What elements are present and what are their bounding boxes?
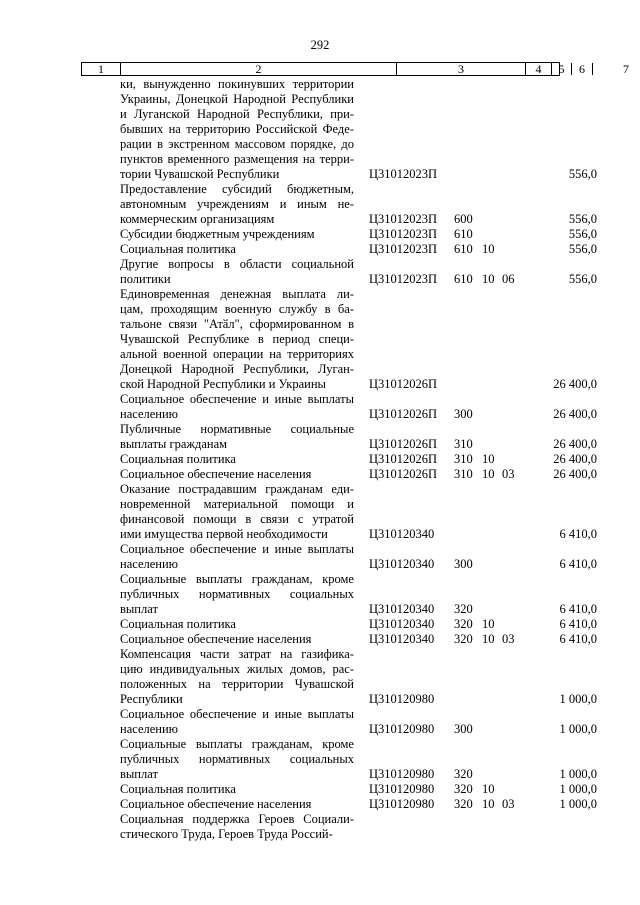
- table-row: [0, 467, 640, 482]
- header-col-4: 4: [526, 63, 552, 75]
- row-description: [120, 812, 354, 842]
- row-description: [120, 617, 354, 632]
- table-header: [81, 62, 629, 76]
- expense-type-cell: 610: [454, 242, 473, 256]
- row-description: [120, 452, 354, 467]
- section-cell: 10: [482, 617, 495, 631]
- table-row: [0, 797, 640, 812]
- description-line: Социальное обеспечение населения: [120, 797, 312, 811]
- subsection-cell: 03: [502, 467, 515, 481]
- amount-cell: 1 000,0: [559, 797, 597, 811]
- header-col-1: 1: [82, 63, 121, 75]
- target-code-cell: Ц310120340: [369, 557, 435, 571]
- row-description: [120, 182, 354, 227]
- description-line: положенных на территории Чувашской: [120, 677, 354, 691]
- target-code-cell: Ц31012026П: [369, 377, 438, 391]
- description-line: Компенсация части затрат на газифика-: [120, 647, 354, 661]
- target-code-cell: Ц310120980: [369, 767, 435, 781]
- description-line: Социальное обеспечение и иные выплаты: [120, 542, 354, 556]
- target-code-cell: Ц310120980: [369, 722, 435, 736]
- description-line: Донецкой Народной Республики, Луган-: [120, 362, 354, 376]
- target-code-cell: Ц31012026П: [369, 407, 438, 421]
- description-line: новременной материальной помощи и: [120, 497, 354, 511]
- amount-cell: 6 410,0: [559, 617, 597, 631]
- target-code-cell: Ц310120980: [369, 782, 435, 796]
- table-row: [0, 647, 640, 707]
- description-line: публичных нормативных социальных: [120, 587, 354, 601]
- description-line: Субсидии бюджетным учреждениям: [120, 227, 315, 241]
- target-code-cell: Ц31012023П: [369, 242, 438, 256]
- description-line: Социальные выплаты гражданам, кроме: [120, 572, 354, 586]
- amount-cell: 26 400,0: [553, 407, 597, 421]
- target-code-cell: Ц31012023П: [369, 167, 438, 181]
- amount-cell: 556,0: [568, 212, 597, 226]
- expense-type-cell: 320: [454, 782, 473, 796]
- description-line: стического Труда, Героев Труда Россий-: [120, 827, 333, 841]
- description-line: ими имущества первой необходимости: [120, 527, 328, 541]
- description-line: Украины, Донецкой Народной Республики: [120, 92, 354, 106]
- target-code-cell: Ц310120340: [369, 617, 435, 631]
- row-description: [120, 467, 354, 482]
- row-description: [120, 482, 354, 542]
- amount-cell: 26 400,0: [553, 452, 597, 466]
- description-line: Чувашской Республике в период специ-: [120, 332, 354, 346]
- row-description: [120, 632, 354, 647]
- amount-cell: 6 410,0: [559, 632, 597, 646]
- subsection-cell: 03: [502, 632, 515, 646]
- table-row: [0, 182, 640, 227]
- section-cell: 10: [482, 782, 495, 796]
- section-cell: 10: [482, 467, 495, 481]
- amount-cell: 1 000,0: [559, 767, 597, 781]
- amount-cell: 556,0: [568, 167, 597, 181]
- description-line: финансовой помощи в связи с утратой: [120, 512, 354, 526]
- expense-type-cell: 310: [454, 452, 473, 466]
- section-cell: 10: [482, 797, 495, 811]
- header-col-6: 6: [572, 63, 593, 75]
- expense-type-cell: 610: [454, 227, 473, 241]
- expense-type-cell: 600: [454, 212, 473, 226]
- description-line: выплаты гражданам: [120, 437, 228, 451]
- description-line: бывших на территорию Российской Феде-: [120, 122, 354, 136]
- table-row: [0, 392, 640, 422]
- row-description: [120, 422, 354, 452]
- expense-type-cell: 300: [454, 557, 473, 571]
- expense-type-cell: 320: [454, 797, 473, 811]
- description-line: Социальная политика: [120, 242, 236, 256]
- description-line: Социальная политика: [120, 782, 236, 796]
- table-row: [0, 77, 640, 182]
- row-description: [120, 242, 354, 257]
- row-description: [120, 572, 354, 617]
- description-line: населению: [120, 557, 178, 571]
- table-row: [0, 287, 640, 392]
- table-row: [0, 542, 640, 572]
- description-line: Оказание пострадавшим гражданам еди-: [120, 482, 354, 496]
- expense-type-cell: 320: [454, 617, 473, 631]
- target-code-cell: Ц310120980: [369, 797, 435, 811]
- description-line: цам, проходящим военную службу в ба-: [120, 302, 354, 316]
- header-col-7: 7: [623, 62, 629, 76]
- amount-cell: 556,0: [568, 242, 597, 256]
- description-line: ской Народной Республики и Украины: [120, 377, 326, 391]
- amount-cell: 1 000,0: [559, 722, 597, 736]
- description-line: пунктов временного размещения на терри-: [120, 152, 354, 166]
- description-line: рации в экстренном массовом порядке, до: [120, 137, 354, 151]
- row-description: [120, 287, 354, 392]
- table-row: [0, 632, 640, 647]
- expense-type-cell: 320: [454, 632, 473, 646]
- row-description: [120, 257, 354, 287]
- table-row: [0, 572, 640, 617]
- description-line: Социальные выплаты гражданам, кроме: [120, 737, 354, 751]
- section-cell: 10: [482, 272, 495, 286]
- description-line: Социальная политика: [120, 617, 236, 631]
- description-line: цию индивидуальных жилых домов, рас-: [120, 662, 354, 676]
- table-row: [0, 617, 640, 632]
- description-line: выплат: [120, 767, 158, 781]
- table-row: [0, 242, 640, 257]
- amount-cell: 6 410,0: [559, 602, 597, 616]
- description-line: Социальное обеспечение и иные выплаты: [120, 707, 354, 721]
- section-cell: 10: [482, 632, 495, 646]
- description-line: Социальная политика: [120, 452, 236, 466]
- subsection-cell: 06: [502, 272, 515, 286]
- subsection-cell: 03: [502, 797, 515, 811]
- page-number: 292: [310, 38, 330, 52]
- header-col-5: 5: [552, 63, 572, 75]
- description-line: Публичные нормативные социальные: [120, 422, 354, 436]
- description-line: публичных нормативных социальных: [120, 752, 354, 766]
- amount-cell: 1 000,0: [559, 692, 597, 706]
- description-line: тальоне связи "Атӑл", сформированном в: [120, 317, 354, 331]
- table-row: [0, 782, 640, 797]
- description-line: и Луганской Народной Республики, при-: [120, 107, 354, 121]
- description-line: Единовременная денежная выплата ли-: [120, 287, 354, 301]
- description-line: политики: [120, 272, 171, 286]
- description-line: Социальное обеспечение и иные выплаты: [120, 392, 354, 406]
- section-cell: 10: [482, 452, 495, 466]
- expense-type-cell: 300: [454, 407, 473, 421]
- table-row: [0, 737, 640, 782]
- target-code-cell: Ц31012026П: [369, 437, 438, 451]
- description-line: населению: [120, 722, 178, 736]
- expense-type-cell: 320: [454, 602, 473, 616]
- target-code-cell: Ц31012026П: [369, 452, 438, 466]
- amount-cell: 1 000,0: [559, 782, 597, 796]
- description-line: Социальное обеспечение населения: [120, 467, 312, 481]
- row-description: [120, 647, 354, 707]
- amount-cell: 26 400,0: [553, 377, 597, 391]
- target-code-cell: Ц31012023П: [369, 227, 438, 241]
- expense-type-cell: 610: [454, 272, 473, 286]
- row-description: [120, 707, 354, 737]
- expense-type-cell: 310: [454, 467, 473, 481]
- table-row: [0, 227, 640, 242]
- amount-cell: 556,0: [568, 272, 597, 286]
- target-code-cell: Ц310120340: [369, 527, 435, 541]
- description-line: Предоставление субсидий бюджетным,: [120, 182, 354, 196]
- row-description: [120, 782, 354, 797]
- row-description: [120, 542, 354, 572]
- target-code-cell: Ц31012026П: [369, 467, 438, 481]
- expense-type-cell: 310: [454, 437, 473, 451]
- description-line: автономным учреждениям и иным не-: [120, 197, 354, 211]
- amount-cell: 26 400,0: [553, 437, 597, 451]
- target-code-cell: Ц310120980: [369, 692, 435, 706]
- description-line: населению: [120, 407, 178, 421]
- budget-table-body: [0, 77, 640, 842]
- description-line: альной военной операции на территориях: [120, 347, 354, 361]
- amount-cell: 26 400,0: [553, 467, 597, 481]
- description-line: коммерческим организациям: [120, 212, 275, 226]
- table-row: [0, 257, 640, 287]
- description-line: Другие вопросы в области социальной: [120, 257, 354, 271]
- header-col-2: 2: [121, 63, 397, 75]
- description-line: тории Чувашской Республики: [120, 167, 280, 181]
- expense-type-cell: 320: [454, 767, 473, 781]
- description-line: Социальное обеспечение населения: [120, 632, 312, 646]
- target-code-cell: Ц310120340: [369, 632, 435, 646]
- row-description: [120, 797, 354, 812]
- row-description: [120, 77, 354, 182]
- section-cell: 10: [482, 242, 495, 256]
- target-code-cell: Ц31012023П: [369, 212, 438, 226]
- table-row: [0, 422, 640, 452]
- table-row: [0, 452, 640, 467]
- target-code-cell: Ц310120340: [369, 602, 435, 616]
- description-line: ки, вынужденно покинувших территории: [120, 77, 354, 91]
- description-line: выплат: [120, 602, 158, 616]
- table-row: [0, 707, 640, 737]
- expense-type-cell: 300: [454, 722, 473, 736]
- table-row: [0, 812, 640, 842]
- row-description: [120, 227, 354, 242]
- row-description: [120, 737, 354, 782]
- amount-cell: 556,0: [568, 227, 597, 241]
- description-line: Республики: [120, 692, 183, 706]
- amount-cell: 6 410,0: [559, 557, 597, 571]
- description-line: Социальная поддержка Героев Социали-: [120, 812, 354, 826]
- table-row: [0, 482, 640, 542]
- row-description: [120, 392, 354, 422]
- amount-cell: 6 410,0: [559, 527, 597, 541]
- target-code-cell: Ц31012023П: [369, 272, 438, 286]
- header-col-3: 3: [397, 63, 526, 75]
